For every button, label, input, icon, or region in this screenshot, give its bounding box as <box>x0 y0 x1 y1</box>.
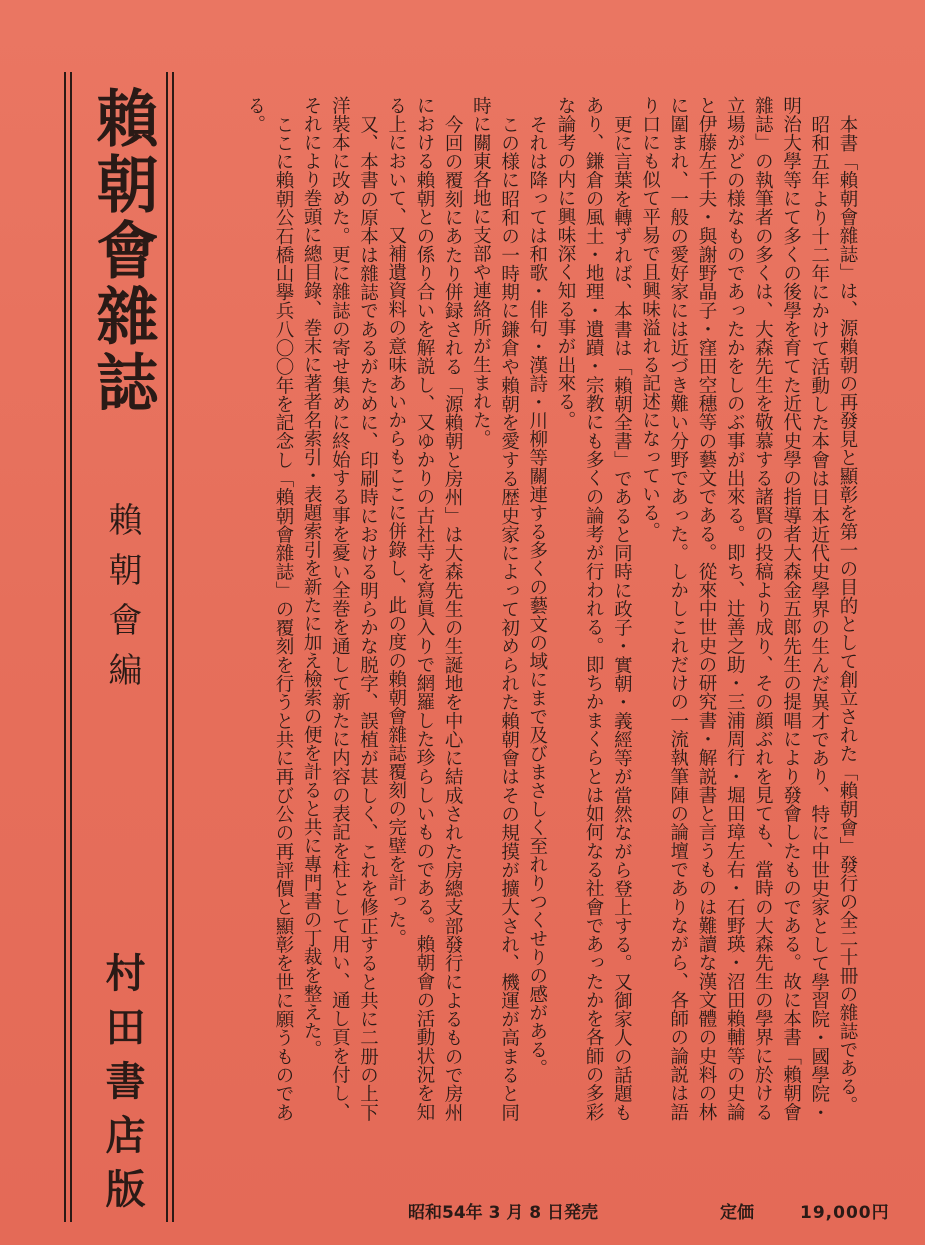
paragraph: 更に言葉を轉ずれば、本書は「賴朝全書」であると同時に政子・實朝・義經等が當然ながら登上する。又御家人の話題もあり、鎌倉の風土・地理・遺蹟・宗教にも多くの論考が行われる。即ちかまくらとは如何なる社會であったかを各師の多彩な論考の内に興味深く知る事が出來る。 <box>554 96 633 1122</box>
editor-credit: 賴朝會編 <box>102 502 142 702</box>
paragraph: ここに賴朝公石橋山擧兵八〇〇年を記念し「賴朝會雜誌」の覆刻を行うと共に再び公の再評價と顯彰を世に願うものである。 <box>244 96 294 1121</box>
title-panel <box>64 72 174 1222</box>
right-rule-inner <box>166 72 168 1222</box>
publisher-credit: 村田書店版 <box>99 952 145 1222</box>
paragraph: 今回の覆刻にあたり併録される「源賴朝と房州」は大森先生の生誕地を中心に結成された房總支部發行によるもので房州における賴朝との係り合いを解説し、又ゆかりの古社寺を寫眞入りで網羅した珍らしいものである。賴朝會の活動状況を知る上において、又補遺資料の意味あいからもここに併錄し、此の度の賴朝會雜誌覆刻の完壁を計った。 <box>385 96 464 1121</box>
footer <box>408 1198 918 1226</box>
left-rule-inner <box>70 72 72 1222</box>
paragraph: 本書「賴朝會雜誌」は、源賴朝の再發見と顯彰を第一の目的として創立された「賴朝會」發行の全二十冊の雜誌である。 <box>837 114 858 1114</box>
price-label: 定価 <box>720 1203 754 1223</box>
paragraph: 又、本書の原本は雜誌であるがために、印刷時における明らかな脱字、誤植が甚しく、これを修正すると共に二册の上下洋裝本に改めた。更に雜誌の寄せ集めに終始する事を憂い全巻を通して新たに内容の表記を柱として用い、通し頁を付し、それにより巻頭に總目錄、巻末に著者名索引・表題索引を新たに加え檢索の便を計ると共に專門書の丁裁を整えた。 <box>301 96 379 1122</box>
left-rule <box>64 72 66 1222</box>
release-date: 昭和54年 3 月 8 日発売 <box>408 1203 598 1223</box>
paragraph: それは降っては和歌・俳句・漢詩・川柳等關連する多くの藝文の域にまで及びまさしく至れりつくせりの感がある。 <box>526 114 548 1077</box>
price-value: 19,000円 <box>800 1203 890 1223</box>
paragraph: この様に昭和の一時期に鎌倉や賴朝を愛する歴史家によって初められた賴朝會はその規摸が擴大され、機運が高まると同時に關東各地に支部や連絡所が生まれた。 <box>470 96 520 1121</box>
paragraph: 昭和五年より十二年にかけて活動した本會は日本近代史學界の生んだ異才であり、特に中世史家として學習院・國學院・明治大學等にて多くの後學を育てた近代史學の指導者大森金五郎先生の提唱により發會したものである。故に本書「賴朝會雜誌」の執筆者の多くは、大森先生を敬慕する諸賢の投稿より成り、その顔ぶれを見ても、當時の大森先生の學界に於ける立場がどの様なものであったかをしのぶ事が出來る。即ち、辻善之助・三浦周行・堀田璋左右・石野瑛・沼田賴輔等の史論と伊藤左千夫・與謝野晶子・窪田空穗等の藝文である。從來中世史の研究書・解説書と言うものは難讀な漢文體の史料の林に圍まれ、一般の愛好家には近づき難い分野であった。しかしこれだけの一流執筆陣の論壇でありながら、各師の論説は語り口にも似て平易で且興味溢れる記述になっている。 <box>639 96 830 1122</box>
book-title: 賴朝會雜誌 <box>86 86 159 416</box>
description-text <box>244 96 861 1122</box>
right-rule <box>172 72 174 1222</box>
